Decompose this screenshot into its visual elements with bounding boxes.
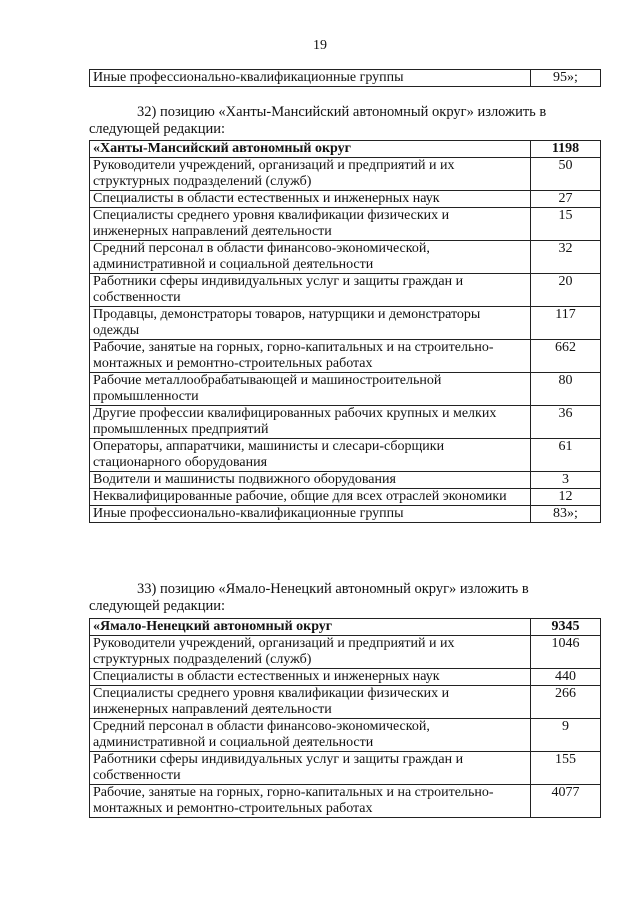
table-row bbox=[90, 636, 601, 669]
region-total: 9345 bbox=[531, 619, 601, 636]
table-row bbox=[90, 208, 601, 241]
row-name: Руководители учреждений, организаций и предприятий и их структурных подразделений (служб) bbox=[90, 158, 531, 191]
table-row bbox=[90, 686, 601, 719]
row-name: Операторы, аппаратчики, машинисты и слесари-сборщики стационарного оборудования bbox=[90, 439, 531, 472]
row-value: 80 bbox=[531, 373, 601, 406]
paragraph-line: 33) позицию «Ямало-Ненецкий автономный округ» изложить в bbox=[137, 581, 529, 597]
row-value: 662 bbox=[531, 340, 601, 373]
paragraph-line: 32) позицию «Ханты-Мансийский автономный округ» изложить в bbox=[137, 104, 547, 120]
paragraph-item-32 bbox=[89, 104, 599, 138]
row-value: 36 bbox=[531, 406, 601, 439]
paragraph-line: следующей редакции: bbox=[89, 121, 226, 137]
row-name: Иные профессионально-квалификационные группы bbox=[90, 506, 531, 523]
table-row bbox=[90, 340, 601, 373]
table-row bbox=[90, 439, 601, 472]
table-row bbox=[90, 307, 601, 340]
table-row bbox=[90, 785, 601, 818]
khanty-mansi-table bbox=[89, 140, 601, 523]
region-name: «Ханты-Мансийский автономный округ bbox=[90, 141, 531, 158]
region-name: «Ямало-Ненецкий автономный округ bbox=[90, 619, 531, 636]
table-header-row bbox=[90, 141, 601, 158]
previous-table-continuation bbox=[89, 69, 601, 87]
paragraph-line: следующей редакции: bbox=[89, 598, 226, 614]
row-name: Рабочие металлообрабатывающей и машиностроительной промышленности bbox=[90, 373, 531, 406]
row-name: Водители и машинисты подвижного оборудования bbox=[90, 472, 531, 489]
row-value: 155 bbox=[531, 752, 601, 785]
row-name: Другие профессии квалифицированных рабочих крупных и мелких промышленных предприятий bbox=[90, 406, 531, 439]
row-value: 12 bbox=[531, 489, 601, 506]
table-row bbox=[90, 752, 601, 785]
table-row bbox=[90, 158, 601, 191]
row-value: 27 bbox=[531, 191, 601, 208]
table-row bbox=[90, 191, 601, 208]
row-value: 50 bbox=[531, 158, 601, 191]
table-row bbox=[90, 506, 601, 523]
row-value: 32 bbox=[531, 241, 601, 274]
row-name: Специалисты в области естественных и инженерных наук bbox=[90, 191, 531, 208]
yamalo-nenets-table bbox=[89, 618, 601, 818]
row-value: 83»; bbox=[531, 506, 601, 523]
row-name: Средний персонал в области финансово-экономической, административной и социальной деятельности bbox=[90, 719, 531, 752]
row-value: 266 bbox=[531, 686, 601, 719]
table-row bbox=[90, 489, 601, 506]
row-value: 15 bbox=[531, 208, 601, 241]
row-name: Неквалифицированные рабочие, общие для всех отраслей экономики bbox=[90, 489, 531, 506]
table-header-row bbox=[90, 619, 601, 636]
row-name: Рабочие, занятые на горных, горно-капитальных и на строительно-монтажных и ремонтно-строительных работах bbox=[90, 340, 531, 373]
row-value: 3 bbox=[531, 472, 601, 489]
row-value: 95»; bbox=[531, 70, 601, 87]
row-name: Работники сферы индивидуальных услуг и защиты граждан и собственности bbox=[90, 274, 531, 307]
region-total: 1198 bbox=[531, 141, 601, 158]
row-value: 20 bbox=[531, 274, 601, 307]
row-value: 61 bbox=[531, 439, 601, 472]
paragraph-item-33 bbox=[89, 581, 599, 615]
row-value: 9 bbox=[531, 719, 601, 752]
row-value: 4077 bbox=[531, 785, 601, 818]
table-row bbox=[90, 719, 601, 752]
row-name: Рабочие, занятые на горных, горно-капитальных и на строительно-монтажных и ремонтно-строительных работах bbox=[90, 785, 531, 818]
row-value: 117 bbox=[531, 307, 601, 340]
table-row bbox=[90, 406, 601, 439]
row-name: Работники сферы индивидуальных услуг и защиты граждан и собственности bbox=[90, 752, 531, 785]
row-name: Продавцы, демонстраторы товаров, натурщики и демонстраторы одежды bbox=[90, 307, 531, 340]
row-name: Специалисты в области естественных и инженерных наук bbox=[90, 669, 531, 686]
row-name: Средний персонал в области финансово-экономической, административной и социальной деятельности bbox=[90, 241, 531, 274]
table-row bbox=[90, 472, 601, 489]
row-name: Специалисты среднего уровня квалификации физических и инженерных направлений деятельности bbox=[90, 686, 531, 719]
table-row bbox=[90, 274, 601, 307]
table-row bbox=[90, 70, 601, 87]
row-value: 440 bbox=[531, 669, 601, 686]
table-row bbox=[90, 373, 601, 406]
row-name: Руководители учреждений, организаций и предприятий и их структурных подразделений (служб) bbox=[90, 636, 531, 669]
row-value: 1046 bbox=[531, 636, 601, 669]
row-name: Специалисты среднего уровня квалификации физических и инженерных направлений деятельности bbox=[90, 208, 531, 241]
page-number: 19 bbox=[313, 38, 327, 53]
table-row bbox=[90, 241, 601, 274]
row-name: Иные профессионально-квалификационные группы bbox=[90, 70, 531, 87]
table-row bbox=[90, 669, 601, 686]
